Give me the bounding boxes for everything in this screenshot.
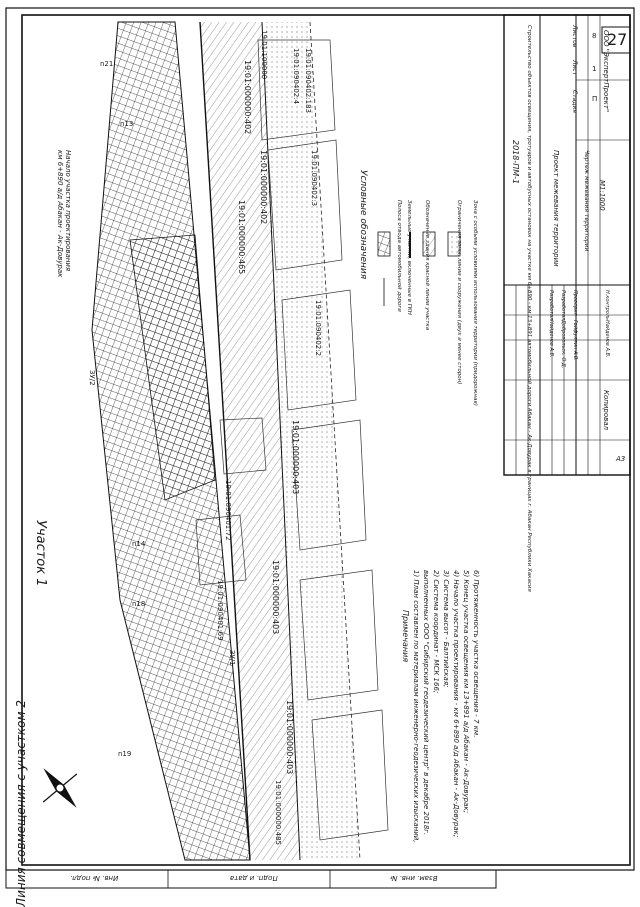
note-line: 6) Протяженность участка освещения - 7 км.	[472, 570, 480, 738]
point-label: n18	[132, 600, 146, 608]
stage-value: П	[592, 95, 598, 103]
role-label: Разработал	[548, 290, 554, 321]
legend-label: Зона с особыми условиями использования территории (придорожная)	[472, 200, 478, 406]
parcel-label: 19:01:090402:2	[314, 300, 322, 357]
page-number: 27	[607, 30, 628, 49]
parcel-label: 19:01:090401:72	[224, 480, 232, 541]
role-label: Н.контроль	[604, 290, 610, 320]
parcel-label: 19:01:090402:3	[310, 150, 318, 207]
stage-header: Стадия	[571, 90, 578, 114]
note-line: 3) Система высот - Балтийская;	[442, 570, 450, 688]
parcel-label: 19:01:100000	[260, 30, 268, 80]
legend-title: Условные обозначения	[358, 170, 368, 280]
sheet-title: Чертеж межевания территории	[583, 150, 590, 252]
point-label: n13	[120, 120, 134, 128]
side-stamp-label: Взам. инв. №	[390, 874, 438, 882]
parcel-label: 19:01:000000:403	[291, 420, 300, 495]
side-stamp-label: Подп. и дата	[230, 874, 278, 882]
legend-label: Обозначение здания красной линии участка	[424, 200, 430, 331]
parcel-label: 19:01:090402:183	[304, 48, 312, 113]
parcel-label: 19:01:000000:403	[271, 560, 280, 635]
parcel-label: 19:01:000000:465	[237, 200, 246, 275]
title-block-frame	[504, 15, 630, 592]
role-label: Разработал	[560, 290, 566, 321]
note-line: 2) Система координат - МСК 166;	[432, 570, 440, 694]
legend-label: Ограничения зоны, линии и сооружения (двух и менее сторон)	[456, 200, 462, 385]
area-title: Участок 1	[33, 520, 48, 587]
parcel-label: 19:01:090401:69	[216, 580, 224, 641]
parcel-label: 19:01:000000:485	[274, 780, 282, 845]
format-label: A3	[616, 455, 626, 463]
company-name: ООО "ЭкспертПроект"	[602, 30, 610, 113]
role-name: Найденов А.В.	[548, 320, 554, 358]
role-name: Найденов А.В.	[604, 320, 610, 358]
start-section-label-2: км 6+890 а/д Абакан - Ак-Довурак	[56, 150, 64, 278]
combine-line-label: Линия совмещения с участком 2	[14, 700, 28, 907]
sheet-header: Лист	[571, 60, 578, 76]
legend-label: Полоса отвода автомобильной дороги	[396, 200, 402, 312]
scale-label: М1:1000	[598, 180, 606, 211]
parcel-label: 19:01:000000:402	[259, 150, 268, 225]
note-line: выполненных ООО "Сибирский геодезический центр" в декабре 2018г.	[422, 570, 430, 836]
role-label: Проверил	[572, 290, 578, 316]
parcel-label: 19:01:000000:403	[285, 700, 294, 775]
point-label: n19	[118, 750, 132, 758]
note-line: 4) Начало участка проектирования - км 6+890 а/д Абакан - Ак-Довурак;	[452, 570, 460, 838]
start-section-label-1: Начало участка проектирования	[64, 150, 72, 272]
drawing-code: 2018-ПМ-1	[511, 140, 520, 185]
legend-crosshatch-swatch	[378, 232, 390, 256]
point-label: n14	[132, 540, 146, 548]
role-name: Добровольск. О.Д.	[560, 320, 566, 369]
drawing-name: Проект межевания территории	[552, 150, 560, 267]
parcel-label: 19:01:090402:4	[292, 48, 300, 105]
parcel-label: 19:01:000000:402	[243, 60, 252, 135]
object-name: Строительство объектов освещения, тротуаров и автобусных остановок на участке км 6+890 - км 13+891 автомобильной дороги Абакан - Ак-Довурак в границах г. Абакан Республики Хакасия	[526, 25, 532, 592]
sheets-value: 8	[592, 32, 597, 40]
note-line: 5) Конец участка освещения км 13+891 а/д Абакан - Ак-Довурак;	[462, 570, 470, 813]
sheet-value: 1	[592, 65, 597, 73]
notes-title: Примечания	[401, 610, 410, 663]
legend-label: Земельные участки, включенные в ГКН	[406, 200, 412, 315]
copied-label: Копировал	[602, 390, 610, 430]
point-label: n21	[100, 60, 114, 68]
north-arrow-icon	[26, 754, 93, 822]
side-stamp-label: Инв. № подл.	[70, 874, 119, 882]
sheets-header: Листов	[571, 25, 578, 48]
note-line: 1) План составлен по материалам инженерно-геодезических изысканий,	[412, 570, 420, 843]
zone-label: ЗУ/2	[88, 370, 96, 386]
zone-label: ЗУ/1	[228, 650, 236, 666]
role-name: Гайфуллин А.В.	[572, 320, 578, 361]
